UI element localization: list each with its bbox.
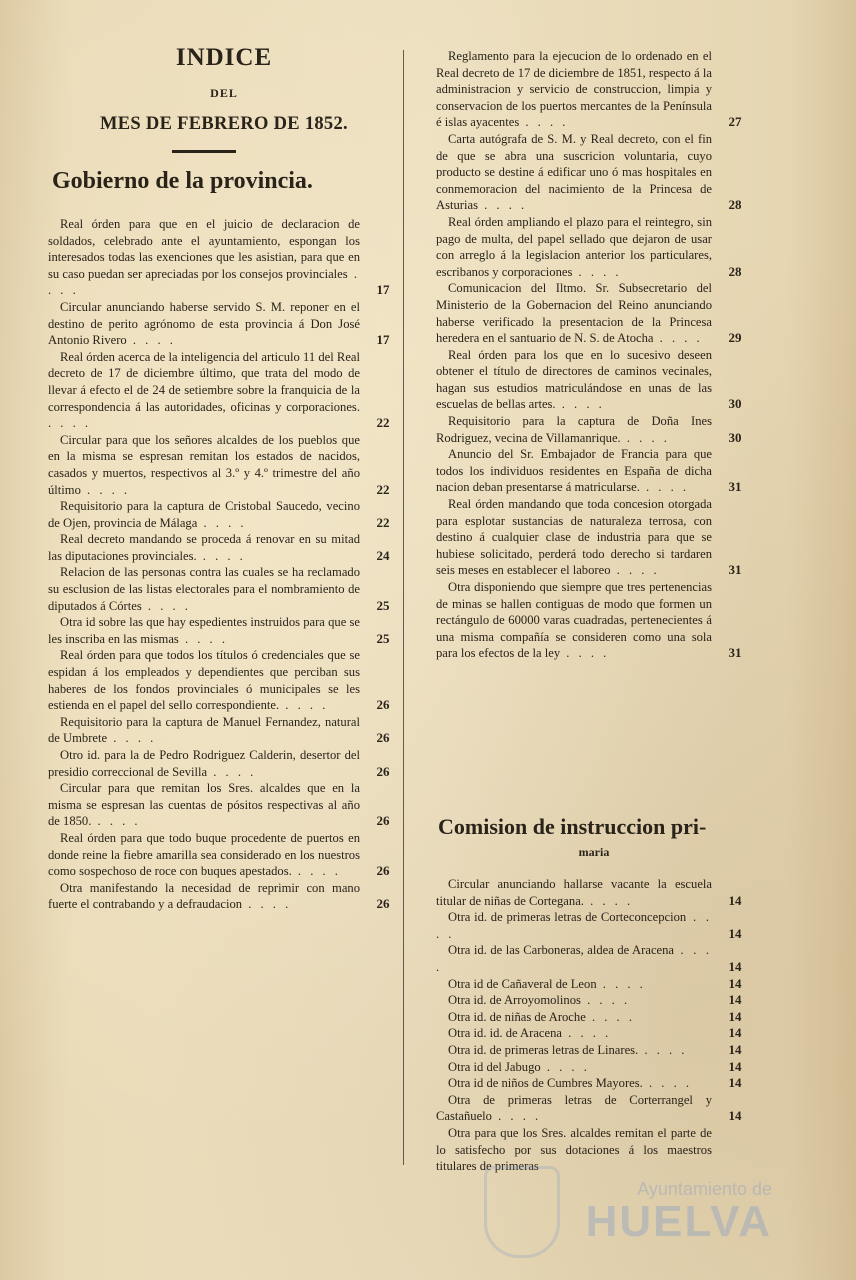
index-entry	[48, 216, 400, 299]
index-entry-page: 28	[728, 263, 742, 279]
index-entry-page: 26	[376, 730, 390, 746]
index-entry-text: Circular para que remitan los Sres. alcaldes que en la misma se espresan las cuentas de pósitos respectivas al año de 1850.	[48, 781, 360, 829]
section-subtitle-maria: maria	[578, 845, 610, 859]
index-entry	[48, 299, 400, 349]
leader-dots: . . . .	[555, 397, 605, 412]
index-entry	[48, 349, 400, 432]
index-entry	[48, 614, 400, 647]
leader-dots: . . . .	[540, 1059, 590, 1074]
leader-dots: . . . .	[436, 910, 713, 941]
leader-dots: . . . .	[107, 731, 157, 746]
leader-dots: . . . .	[242, 897, 292, 912]
leader-dots: . . . .	[620, 430, 670, 445]
leader-dots: . . . .	[642, 1076, 693, 1091]
index-entry	[436, 1075, 752, 1092]
index-entry-page: 26	[376, 813, 390, 829]
index-entry-page: 31	[728, 645, 742, 661]
watermark-line1: Ayuntamiento de	[637, 1179, 772, 1199]
section-title-gobierno: Gobierno de la provincia.	[52, 168, 313, 194]
index-entry-text: Comunicacion del Iltmo. Sr. Subsecretario del Ministerio de la Gobernacion del Reino anunciando haberse verificado la presentacion de la Princesa heredera en el santuario de N. S. de Atocha	[436, 281, 712, 346]
leader-dots: . . . .	[653, 331, 703, 346]
watermark-line2: HUELVA	[585, 1197, 772, 1246]
index-entry-text: Otra para que los Sres. alcaldes remitan el parte de lo satisfecho por sus dotaciones á los maestros titulares de primeras	[436, 1125, 712, 1174]
index-entry	[436, 976, 752, 993]
index-entry-text: Otra id del Jabugo	[448, 1059, 541, 1074]
leader-dots: . . . .	[48, 416, 92, 431]
index-entry-page: 28	[728, 197, 742, 213]
index-entry-text: Anuncio del Sr. Embajador de Francia para que todos los individuos residentes en España de dicha nacion deban presentarse á matricularse.	[436, 447, 712, 495]
leader-dots: . . . .	[596, 976, 646, 991]
left-entries-list	[48, 216, 400, 913]
index-entry-text: Circular para que los señores alcaldes de los pueblos que en la misma se espresan remitan los estados de nacidos, casados y muertos, respectivos al 3.º y 4.º trimestre del año último	[48, 432, 360, 497]
index-entry-text: Requisitorio para la captura de Doña Ines Rodriguez, vecina de Villamanrique.	[436, 414, 712, 445]
index-entry-page: 30	[728, 429, 742, 445]
leader-dots: . . . .	[291, 864, 341, 879]
leader-dots: . . . .	[639, 480, 690, 495]
leader-dots: . . . .	[196, 548, 246, 563]
index-entry	[436, 1025, 752, 1042]
leader-dots: . . . .	[197, 515, 247, 530]
watermark	[502, 1179, 772, 1244]
leader-dots: . . . .	[519, 115, 569, 130]
index-entry-page: 26	[376, 896, 390, 912]
index-entry	[436, 413, 752, 446]
index-entry-page: 25	[376, 630, 390, 646]
index-entry-text: Otra id. de niñas de Aroche	[448, 1009, 586, 1024]
leader-dots: . . . .	[560, 646, 610, 661]
index-entry-page: 31	[728, 479, 742, 495]
section-title-comision: Comision de instruccion pri-	[438, 814, 707, 839]
index-entry-text: Otra id sobre las que hay espedientes instruidos para que se les inscriba en las mismas	[48, 615, 360, 646]
index-entry	[436, 1009, 752, 1026]
index-entry	[436, 214, 752, 280]
index-entry	[436, 1092, 752, 1125]
leader-dots: . . . .	[279, 698, 329, 713]
index-entry-page: 14	[728, 975, 742, 991]
index-entry	[48, 531, 400, 564]
index-entry-page: 29	[728, 330, 742, 346]
index-entry-text: Real órden para que todos los títulos ó credenciales que se espidan á los empleados y dependientes que perciban sus haberes de los fondos provinciales ó municipales se les estienda en el papel del sello correspondiente.	[48, 648, 360, 713]
index-entry	[48, 432, 400, 498]
leader-dots: . . . .	[141, 598, 191, 613]
index-entry-text: Real órden para los que en lo sucesivo deseen obtener el título de directores de caminos vecinales, hagan sus estudios matriculándose en unas de las escuelas de bellas artes.	[436, 347, 712, 412]
index-entry	[48, 780, 400, 830]
index-entry-text: Real órden acerca de la inteligencia del articulo 11 del Real decreto de 17 de diciembre último, que trata del modo de llevar á efecto el de 24 de setiembre sobre la franquicia de la correspondencia á las autoridades, oficinas y corporaciones.	[48, 349, 360, 414]
index-entry-text: Otra id. de Arroyomolinos	[448, 993, 581, 1008]
index-entry-text: Otra id de Cañaveral de Leon	[448, 976, 597, 991]
index-entry-page: 24	[376, 547, 390, 563]
index-entry-page: 22	[376, 481, 390, 497]
index-entry-text: Reglamento para la ejecucion de lo ordenado en el Real decreto de 17 de diciembre de 1851, respecto á la administracion y servicio de construccion, limpia y conservacion de los puertos mercantes de la Península é islas ayacentes	[436, 49, 712, 130]
index-entry-page: 14	[728, 1041, 742, 1057]
right-entries-list-b	[436, 876, 752, 1175]
index-entry-page: 14	[728, 892, 742, 908]
index-entry-text: Otra manifestando la necesidad de reprimir con mano fuerte el contrabando y a defraudacion	[48, 880, 360, 912]
index-entry-page: 26	[376, 863, 390, 879]
index-entry-text: Real órden mandando que toda concesion otorgada para esplotar sustancias de naturaleza terrosa, con destino á cualquier clase de industria para que se hubiese solicitado, perderá todo derecho si tardaren seis meses en establecer el laboreo	[436, 497, 712, 578]
index-entry-text: Relacion de las personas contra las cuales se ha reclamado su esclusion de las listas electorales para el nombramiento de diputados á Córtes	[48, 565, 360, 613]
index-entry-page: 14	[728, 958, 742, 974]
index-entry-text: Real órden para que en el juicio de declaracion de soldados, celebrado ante el ayuntamiento, espongan los interesados todas las exenciones que les asistian, para que en su caso puedan ser apreciadas por los consejos provinciales	[48, 217, 360, 281]
index-entry-text: Otra id de niños de Cumbres Mayores.	[448, 1076, 643, 1091]
leader-dots: . . . .	[583, 893, 634, 908]
index-entry	[436, 876, 752, 909]
index-entry	[436, 446, 752, 496]
right-entries-list-a	[436, 48, 752, 662]
index-entry	[48, 498, 400, 531]
index-entry-page: 14	[728, 1075, 742, 1091]
index-entry	[436, 909, 752, 942]
index-entry	[436, 992, 752, 1009]
index-entry-text: Real órden ampliando el plazo para el reintegro, sin pago de multa, del papel sellado que dejaron de usar con arreglo á la legislacion anterior los particulares, escribanos y corporaciones	[436, 214, 712, 279]
index-entry-text: Otro id. para la de Pedro Rodriguez Calderin, desertor del presidio correccional de Sevilla	[48, 748, 360, 779]
leader-dots: . . . .	[80, 482, 131, 497]
index-entry-page: 26	[376, 697, 390, 713]
index-entry-page: 27	[728, 114, 742, 130]
index-entry-page: 31	[728, 562, 742, 578]
index-entry-page: 17	[376, 282, 390, 298]
index-entry	[436, 942, 752, 975]
index-entry	[48, 747, 400, 780]
index-subtitle-del: DEL	[210, 86, 238, 100]
leader-dots: . . . .	[477, 198, 528, 213]
index-entry-text: Circular anunciando haberse servido S. M. reponer en el destino de perito agrónomo de esta provincia á Don José Antonio Rivero	[48, 299, 360, 348]
index-entry-page: 14	[728, 1025, 742, 1041]
index-entry	[436, 280, 752, 346]
index-entry-text: Requisitorio para la captura de Manuel Fernandez, natural de Umbrete	[48, 714, 360, 746]
index-entry	[436, 1042, 752, 1059]
leader-dots: . . . .	[585, 1009, 635, 1024]
index-month-heading: MES DE FEBRERO DE 1852.	[100, 114, 348, 134]
index-entry	[436, 579, 752, 662]
leader-dots: . . . .	[562, 1026, 612, 1041]
index-entry	[48, 830, 400, 880]
index-entry-page: 14	[728, 1108, 742, 1124]
index-entry-page: 22	[376, 415, 390, 431]
index-entry	[48, 647, 400, 713]
leader-dots: . . . .	[178, 631, 228, 646]
index-entry-text: Real decreto mandando se proceda á renovar en su mitad las diputaciones provinciales.	[48, 532, 360, 563]
index-entry-text: Carta autógrafa de S. M. y Real decreto, con el fin de que se abra una suscricion voluntaria, cuyo producto se destine á edificar uno ó mas hospitales en conmemoracion del nacimiento de la Princesa de Asturias	[436, 131, 712, 213]
leader-dots: . . . .	[638, 1042, 688, 1057]
index-entry	[436, 131, 752, 214]
leader-dots: . . . .	[126, 333, 176, 348]
index-entry-text: Otra id. de primeras letras de Corteconcepcion	[448, 910, 687, 925]
index-entry-text: Requisitorio para la captura de Cristobal Saucedo, vecino de Ojen, provincia de Málaga	[48, 499, 360, 530]
index-entry-text: Circular anunciando hallarse vacante la escuela titular de niñas de Cortegana.	[436, 877, 712, 908]
index-entry	[48, 880, 400, 913]
index-entry-page: 14	[728, 1008, 742, 1024]
leader-dots: . . . .	[207, 764, 257, 779]
leader-dots: . . . .	[610, 563, 660, 578]
index-entry-text: Real órden para que todo buque procedente de puertos en donde reine la fiebre amarilla sea considerado en los nuestros como sospechoso de roce con buques apestados.	[48, 830, 360, 879]
index-entry-text: Otra id. id. de Aracena	[448, 1026, 562, 1041]
leader-dots: . . . .	[91, 814, 141, 829]
leader-dots: . . . .	[48, 266, 361, 298]
index-entry-page: 26	[376, 763, 390, 779]
leader-dots: . . . .	[572, 264, 622, 279]
title-rule	[172, 150, 236, 153]
index-entry	[436, 1125, 752, 1175]
index-entry	[48, 564, 400, 614]
index-entry-text: Otra id. de las Carboneras, aldea de Aracena	[448, 943, 675, 958]
index-entry-text: Otra id. de primeras letras de Linares.	[448, 1042, 639, 1057]
index-entry-page: 14	[728, 1058, 742, 1074]
index-entry	[436, 496, 752, 579]
index-entry-text: Otra de primeras letras de Corterrangel y Castañuelo	[436, 1092, 712, 1124]
index-title: INDICE	[175, 44, 273, 71]
column-divider	[403, 50, 404, 1165]
leader-dots: . . . .	[436, 943, 713, 974]
index-entry-page: 14	[728, 925, 742, 941]
index-entry-page: 17	[376, 332, 390, 348]
leader-dots: . . . .	[580, 993, 631, 1008]
index-entry-text: Otra disponiendo que siempre que tres pertenencias de minas se hallen contiguas de modo que formen un rectángulo de 60000 varas cuadradas, pertenecientes á una misma compañía se consideren como una sola para los efectos de la ley	[436, 580, 712, 661]
index-entry-page: 14	[728, 992, 742, 1008]
index-entry	[436, 48, 752, 131]
index-entry-page: 30	[728, 396, 742, 412]
index-entry	[436, 347, 752, 413]
index-entry	[48, 714, 400, 747]
index-entry-page: 25	[376, 597, 390, 613]
index-entry-page: 22	[376, 514, 390, 530]
leader-dots: . . . .	[491, 1109, 542, 1124]
index-entry	[436, 1059, 752, 1076]
